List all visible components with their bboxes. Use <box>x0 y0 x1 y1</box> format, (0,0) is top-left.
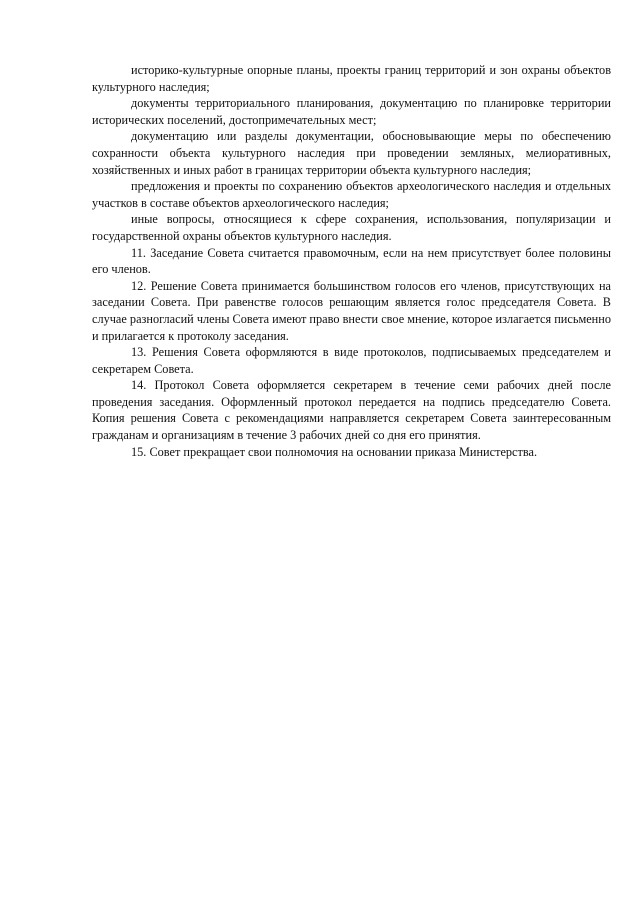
paragraph-item-15-termination: 15. Совет прекращает свои полномочия на основании приказа Министерства. <box>131 444 538 459</box>
paragraph-item-14-protocol-drafting: 14. Протокол Совета оформляется секретарем в течение семи рабочих дней после проведения заседания. Оформленный протокол передается на подпись председателю Совета. Копия решения Совета с рекомендациями направляется секретарем Совета заинтересованным гражданам и организациям в течение 3 рабочих дней со дня его принятия. <box>92 378 611 443</box>
paragraph-opornye-plany: историко-культурные опорные планы, проекты границ территорий и зон охраны объектов культурного наследия; <box>92 63 611 94</box>
paragraph-item-11-quorum: 11. Заседание Совета считается правомочным, если на нем присутствует более половины его членов. <box>92 245 611 277</box>
document-body <box>92 62 611 460</box>
paragraph-item-13-protocols: 13. Решения Совета оформляются в виде протоколов, подписываемых председателем и секретарем Совета. <box>92 345 611 376</box>
paragraph-inye-voprosy: иные вопросы, относящиеся к сфере сохранения, использования, популяризации и государственной охраны объектов культурного наследия. <box>92 212 611 243</box>
paragraph-arheologicheskoe-nasledie: предложения и проекты по сохранению объектов археологического наследия и отдельных участков в составе объектов археологического наследия; <box>92 179 611 210</box>
paragraph-territorialnoe-planirovanie: документы территориального планирования, документацию по планировке территории исторических поселений, достопримечательных мест; <box>92 96 611 127</box>
paragraph-dokumentaciya-sohrannosti: документацию или разделы документации, обосновывающие меры по обеспечению сохранности объекта культурного наследия при проведении земляных, мелиоративных, хозяйственных и иных работ в границах территории объекта культурного наследия; <box>92 129 611 177</box>
paragraph-item-12-decision: 12. Решение Совета принимается большинством голосов его членов, присутствующих на заседании Совета. При равенстве голосов решающим является голос председателя Совета. В случае разногласий члены Совета имеют право внести свое мнение, которое излагается письменно и прилагается к протоколу заседания. <box>92 278 611 343</box>
